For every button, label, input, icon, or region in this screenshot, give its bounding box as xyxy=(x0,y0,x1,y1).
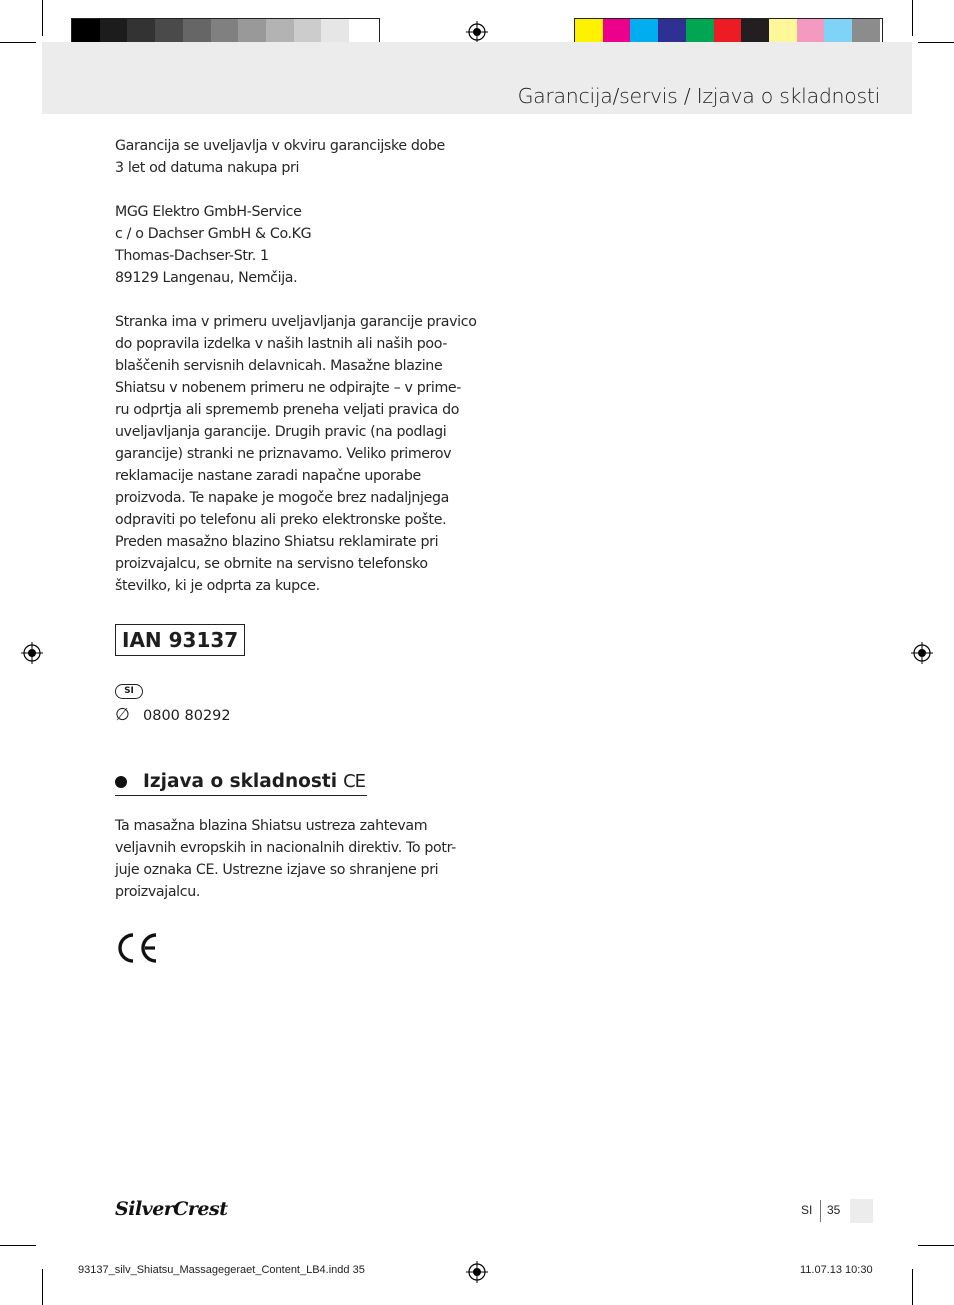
text-line: juje oznaka CE. Ustrezne izjave so shranjene pri xyxy=(115,862,439,878)
conformity-paragraph xyxy=(115,815,475,903)
ce-mark-icon xyxy=(115,932,159,964)
registration-mark-icon xyxy=(466,21,488,43)
section-heading-text: Izjava o skladnosti xyxy=(143,770,338,792)
address-line: c / o Dachser GmbH & Co.KG xyxy=(115,226,312,242)
text-line: proizvajalcu. xyxy=(115,884,201,900)
text-line: garancije) stranki ne priznavamo. Veliko primerov xyxy=(115,446,452,462)
warranty-paragraph xyxy=(115,311,475,597)
country-badge: SI xyxy=(115,684,143,699)
registration-mark-icon xyxy=(21,642,43,664)
ian-number-box: IAN 93137 xyxy=(115,624,245,656)
text-line: reklamacije nastane zaradi napačne uporabe xyxy=(115,468,421,484)
ce-mark-small: CE xyxy=(343,770,366,792)
text-line: ru odprtja ali sprememb preneha veljati pravica do xyxy=(115,402,460,418)
text-line: Ta masažna blazina Shiatsu ustreza zahtevam xyxy=(115,818,428,834)
text-line: proizvoda. Te napake je mogoče brez nadaljnjega xyxy=(115,490,450,506)
section-heading xyxy=(115,768,367,796)
text-line: veljavnih evropskih in nacionalnih direktiv. To potr- xyxy=(115,840,456,856)
slug-filename: 93137_silv_Shiatsu_Massagegeraet_Content_LB4.indd 35 xyxy=(78,1264,365,1276)
bullet-icon xyxy=(115,776,127,788)
text-line: blaščenih servisnih delavnicah. Masažne blazine xyxy=(115,358,443,374)
page-title: Garancija/servis / Izjava o skladnosti xyxy=(517,84,880,108)
crop-mark xyxy=(912,1269,913,1305)
text-line: uveljavljanja garancije. Drugih pravic (na podlagi xyxy=(115,424,447,440)
page-number: 35 xyxy=(827,1203,841,1217)
slug-datetime: 11.07.13 10:30 xyxy=(800,1264,873,1276)
phone-symbol-icon: ∅ xyxy=(115,705,130,725)
crop-mark xyxy=(42,0,43,36)
address-line: 89129 Langenau, Nemčija. xyxy=(115,270,298,286)
text-line: do popravila izdelka v naših lastnih ali naših poo- xyxy=(115,336,448,352)
text-line: Stranka ima v primeru uveljavljanja garancije pravico xyxy=(115,314,477,330)
intro-text xyxy=(115,135,475,179)
text-line: proizvajalcu, se obrnite na servisno telefonsko xyxy=(115,556,428,572)
crop-mark xyxy=(0,1245,36,1246)
text-line: odpraviti po telefonu ali preko elektronske pošte. xyxy=(115,512,447,528)
footer-divider xyxy=(820,1200,821,1222)
footer-country: SI xyxy=(801,1203,813,1217)
hotline-row xyxy=(115,705,231,725)
page-tab-box xyxy=(850,1199,873,1223)
crop-mark xyxy=(912,0,913,36)
registration-mark-icon xyxy=(911,642,933,664)
text-line: številko, ki je odprta za kupce. xyxy=(115,578,320,594)
text-line: Garancija se uveljavlja v okviru garancijske dobe xyxy=(115,138,445,154)
text-line: Preden masažno blazino Shiatsu reklamirate pri xyxy=(115,534,439,550)
phone-number: 0800 80292 xyxy=(143,708,231,724)
crop-mark xyxy=(918,1245,954,1246)
text-line: 3 let od datuma nakupa pri xyxy=(115,160,300,176)
text-line: Shiatsu v nobenem primeru ne odpirajte – v prime- xyxy=(115,380,462,396)
registration-mark-icon xyxy=(466,1261,488,1283)
crop-mark xyxy=(0,42,36,43)
address-line: MGG Elektro GmbH-Service xyxy=(115,204,302,220)
address-line: Thomas-Dachser-Str. 1 xyxy=(115,248,269,264)
service-address xyxy=(115,201,475,289)
crop-mark xyxy=(918,42,954,43)
brand-logo: SilverCrest xyxy=(115,1198,228,1220)
crop-mark xyxy=(42,1269,43,1305)
